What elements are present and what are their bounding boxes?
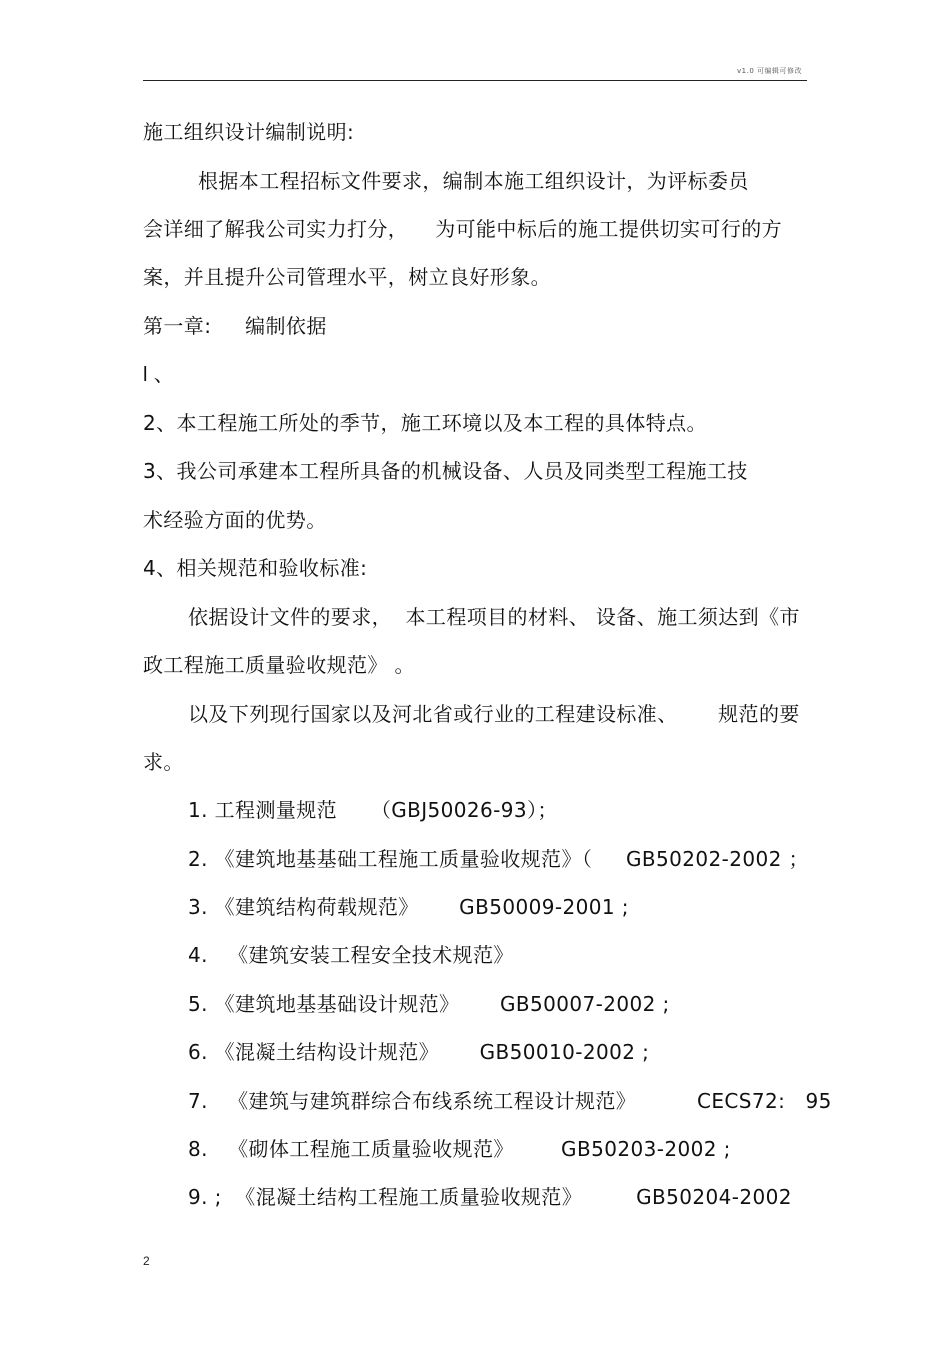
header-rule — [143, 80, 807, 81]
version-note: v1.0 可编辑可修改 — [737, 67, 802, 75]
standard-item: 6. 《混凝土结构设计规范》 GB50010-2002 ; — [188, 1040, 650, 1064]
standard-item: 8. 《砌体工程施工质量验收规范》 GB50203-2002 ; — [188, 1137, 731, 1161]
body-paragraph-line: 求。 — [143, 750, 184, 774]
body-paragraph-line: 会详细了解我公司实力打分， 为可能中标后的施工提供切实可行的方 — [143, 217, 783, 241]
standard-item: 1. 工程测量规范 （GBJ50026-93）； — [188, 798, 558, 822]
standard-item: 3. 《建筑结构荷载规范》 GB50009-2001 ; — [188, 895, 629, 919]
list-item: 2、本工程施工所处的季节，施工环境以及本工程的具体特点。 — [143, 411, 707, 435]
list-item-continuation: 术经验方面的优势。 — [143, 508, 327, 532]
body-paragraph-line: 依据设计文件的要求， 本工程项目的材料、 设备、施工须达到《市 — [188, 605, 800, 629]
standard-item: 2. 《建筑地基基础工程施工质量验收规范》（ GB50202-2002 ； — [188, 847, 809, 871]
list-item: l 、 — [143, 364, 175, 386]
list-item: 3、我公司承建本工程所具备的机械设备、人员及同类型工程施工技 — [143, 459, 748, 483]
body-paragraph-line: 政工程施工质量验收规范》 。 — [143, 653, 415, 677]
body-paragraph-line: 根据本工程招标文件要求，编制本施工组织设计，为评标委员 — [198, 169, 749, 193]
standard-item: 4. 《建筑安装工程安全技术规范》 — [188, 943, 514, 967]
chapter-heading: 第一章: 编制依据 — [143, 314, 327, 338]
page-number: 2 — [143, 1254, 150, 1268]
standard-item: 9. ; 《混凝土结构工程施工质量验收规范》 GB50204-2002 — [188, 1185, 792, 1209]
standard-item: 7. 《建筑与建筑群综合布线系统工程设计规范》 CECS72: 95 — [188, 1089, 832, 1113]
list-item: 4、相关规范和验收标准: — [143, 556, 368, 580]
body-paragraph-line: 案，并且提升公司管理水平，树立良好形象。 — [143, 265, 551, 289]
document-heading: 施工组织设计编制说明: — [143, 120, 355, 144]
standard-item: 5. 《建筑地基基础设计规范》 GB50007-2002 ; — [188, 992, 670, 1016]
body-paragraph-line: 以及下列现行国家以及河北省或行业的工程建设标准、 规范的要 — [188, 702, 800, 726]
